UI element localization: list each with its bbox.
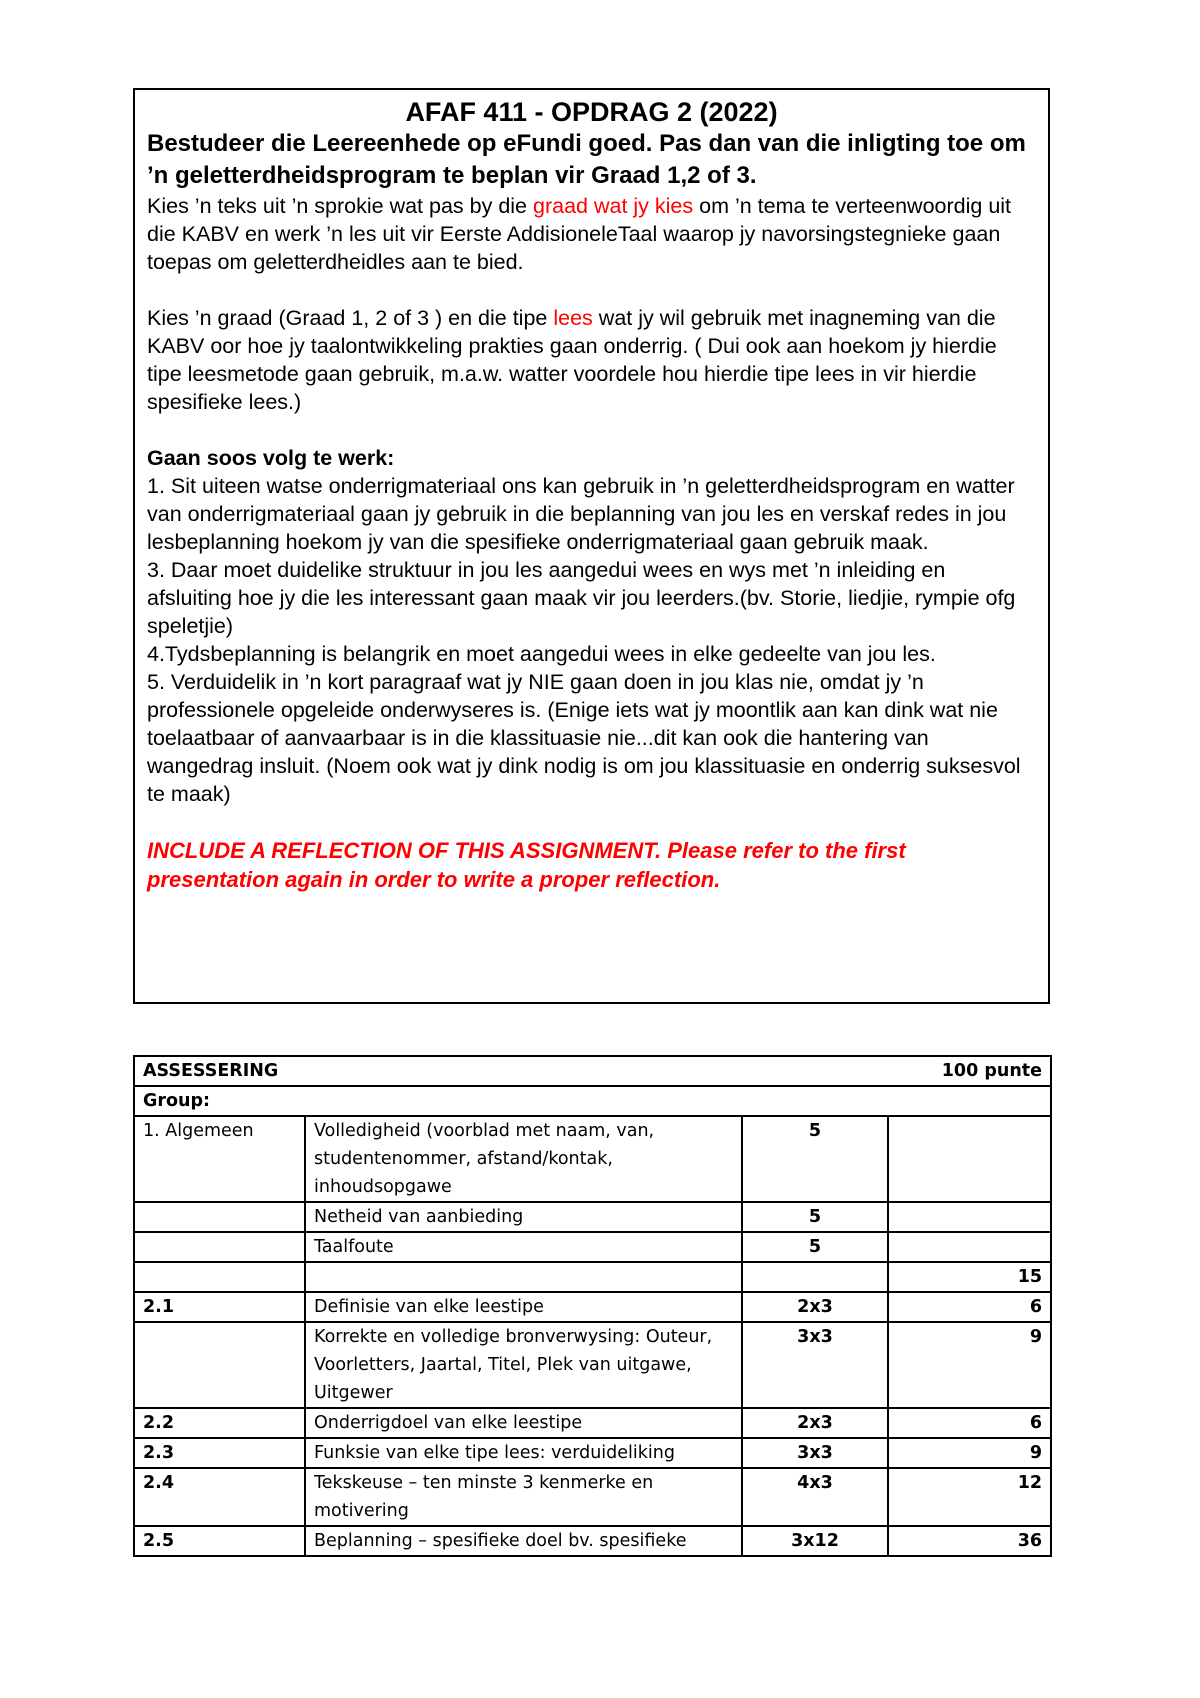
highlight-grade: graad wat jy kies: [533, 194, 694, 218]
weight-cell: 3x12: [742, 1526, 888, 1556]
table-row: [134, 1116, 1051, 1202]
assessment-total: 100 punte: [941, 1061, 1043, 1081]
section-cell: 2.5: [134, 1526, 305, 1556]
score-cell: 6: [888, 1408, 1051, 1438]
step-item: 5. Verduidelik in ’n kort paragraaf wat jy NIE gaan doen in jou klas nie, omdat jy ’n professionele opgeleide onderwyseres is. (Enige iets wat jy moontlik aan kan dink wat nie toelaatbaar of aanvaarbaar is in die klassituasie nie...dit kan ook die hantering van wangedrag insluit. (Noem ook wat jy dink nodig is om jou klassituasie en onderrig suksesvol te maak): [147, 670, 1021, 806]
step-item: 1. Sit uiteen watse onderrigmateriaal ons kan gebruik in ’n geletterdheidsprogram en watter van onderrigmateriaal gaan jy gebruik in die beplanning van jou les en verskaf redes in jou lesbeplanning hoekom jy van die spesifieke onderrigmateriaal gaan gebruik maak.: [147, 474, 1015, 554]
section-cell: [134, 1322, 305, 1408]
criterion-cell: Onderrigdoel van elke leestipe: [305, 1408, 742, 1438]
table-row: [134, 1262, 1051, 1292]
step-item: 3. Daar moet duidelike struktuur in jou les aangedui wees en wys met ’n inleiding en afsluiting hoe jy die les interessant gaan maak vir jou leerders.(bv. Storie, liedjie, rympie ofg speletjie): [147, 558, 1016, 638]
score-cell: [888, 1232, 1051, 1262]
weight-cell: 5: [742, 1116, 888, 1202]
table-row: [134, 1526, 1051, 1556]
steps-heading: Gaan soos volg te werk:: [147, 446, 395, 470]
weight-cell: 3x3: [742, 1322, 888, 1408]
criterion-cell: Tekskeuse – ten minste 3 kenmerke en motivering: [305, 1468, 742, 1526]
criterion-cell: Funksie van elke tipe lees: verduideliking: [305, 1438, 742, 1468]
section-cell: [134, 1202, 305, 1232]
assessment-header-row: [134, 1056, 1051, 1086]
criterion-cell: Definisie van elke leestipe: [305, 1292, 742, 1322]
group-label: Group:: [134, 1086, 1051, 1116]
score-cell: [888, 1202, 1051, 1232]
weight-cell: 5: [742, 1232, 888, 1262]
score-cell: 6: [888, 1292, 1051, 1322]
criterion-cell: Netheid van aanbieding: [305, 1202, 742, 1232]
table-row: [134, 1468, 1051, 1526]
assignment-title: AFAF 411 - OPDRAG 2 (2022): [405, 97, 778, 127]
assignment-intro: Bestudeer die Leereenhede op eFundi goed. Pas dan van die inligting toe om ’n geletterdheidsprogram te beplan vir Graad 1,2 of 3.: [147, 130, 1026, 189]
table-row: [134, 1322, 1051, 1408]
weight-cell: 3x3: [742, 1438, 888, 1468]
score-cell: [888, 1116, 1051, 1202]
paragraph-text-choice: Kies ’n teks uit ’n sprokie wat pas by die graad wat jy kies om ’n tema te verteenwoordig uit die KABV en werk ’n les uit vir Eerste AddisioneleTaal waarop jy navorsingstegnieke gaan toepas om geletterdheidles aan te bied.: [147, 194, 1012, 274]
section-cell: [134, 1262, 305, 1292]
score-cell: 12: [888, 1468, 1051, 1526]
step-item: 4.Tydsbeplanning is belangrik en moet aangedui wees in elke gedeelte van jou les.: [147, 642, 936, 666]
table-row: [134, 1438, 1051, 1468]
paragraph-grade-choice: Kies ’n graad (Graad 1, 2 of 3 ) en die tipe lees wat jy wil gebruik met inagneming van die KABV oor hoe jy taalontwikkeling prakties gaan onderrig. ( Dui ook aan hoekom jy hierdie tipe leesmetode gaan gebruik, m.a.w. watter voordele hou hierdie tipe lees in vir hierdie spesifieke lees.): [147, 306, 997, 414]
section-cell: 1. Algemeen: [134, 1116, 305, 1202]
assessment-table: [133, 1055, 1052, 1557]
table-row: [134, 1408, 1051, 1438]
section-cell: 2.2: [134, 1408, 305, 1438]
section-cell: 2.4: [134, 1468, 305, 1526]
section-cell: 2.1: [134, 1292, 305, 1322]
assessment-heading: ASSESSERING: [143, 1061, 279, 1081]
table-row: [134, 1232, 1051, 1262]
weight-cell: [742, 1262, 888, 1292]
assignment-box: [133, 88, 1050, 1004]
criterion-cell: Taalfoute: [305, 1232, 742, 1262]
reflection-note: INCLUDE A REFLECTION OF THIS ASSIGNMENT. Please refer to the first presentation again in order to write a proper reflection.: [147, 838, 906, 892]
criterion-cell: Beplanning – spesifieke doel bv. spesifieke: [305, 1526, 742, 1556]
score-cell: 9: [888, 1322, 1051, 1408]
score-cell: 9: [888, 1438, 1051, 1468]
criterion-cell: Volledigheid (voorblad met naam, van, studentenommer, afstand/kontak, inhoudsopgawe: [305, 1116, 742, 1202]
weight-cell: 5: [742, 1202, 888, 1232]
criterion-cell: [305, 1262, 742, 1292]
score-cell: 15: [888, 1262, 1051, 1292]
weight-cell: 2x3: [742, 1408, 888, 1438]
highlight-lees: lees: [553, 306, 593, 330]
weight-cell: 4x3: [742, 1468, 888, 1526]
section-cell: 2.3: [134, 1438, 305, 1468]
table-row: [134, 1202, 1051, 1232]
table-row: [134, 1292, 1051, 1322]
weight-cell: 2x3: [742, 1292, 888, 1322]
group-row: [134, 1086, 1051, 1116]
section-cell: [134, 1232, 305, 1262]
score-cell: 36: [888, 1526, 1051, 1556]
criterion-cell: Korrekte en volledige bronverwysing: Outeur, Voorletters, Jaartal, Titel, Plek van uitgawe, Uitgewer: [305, 1322, 742, 1408]
